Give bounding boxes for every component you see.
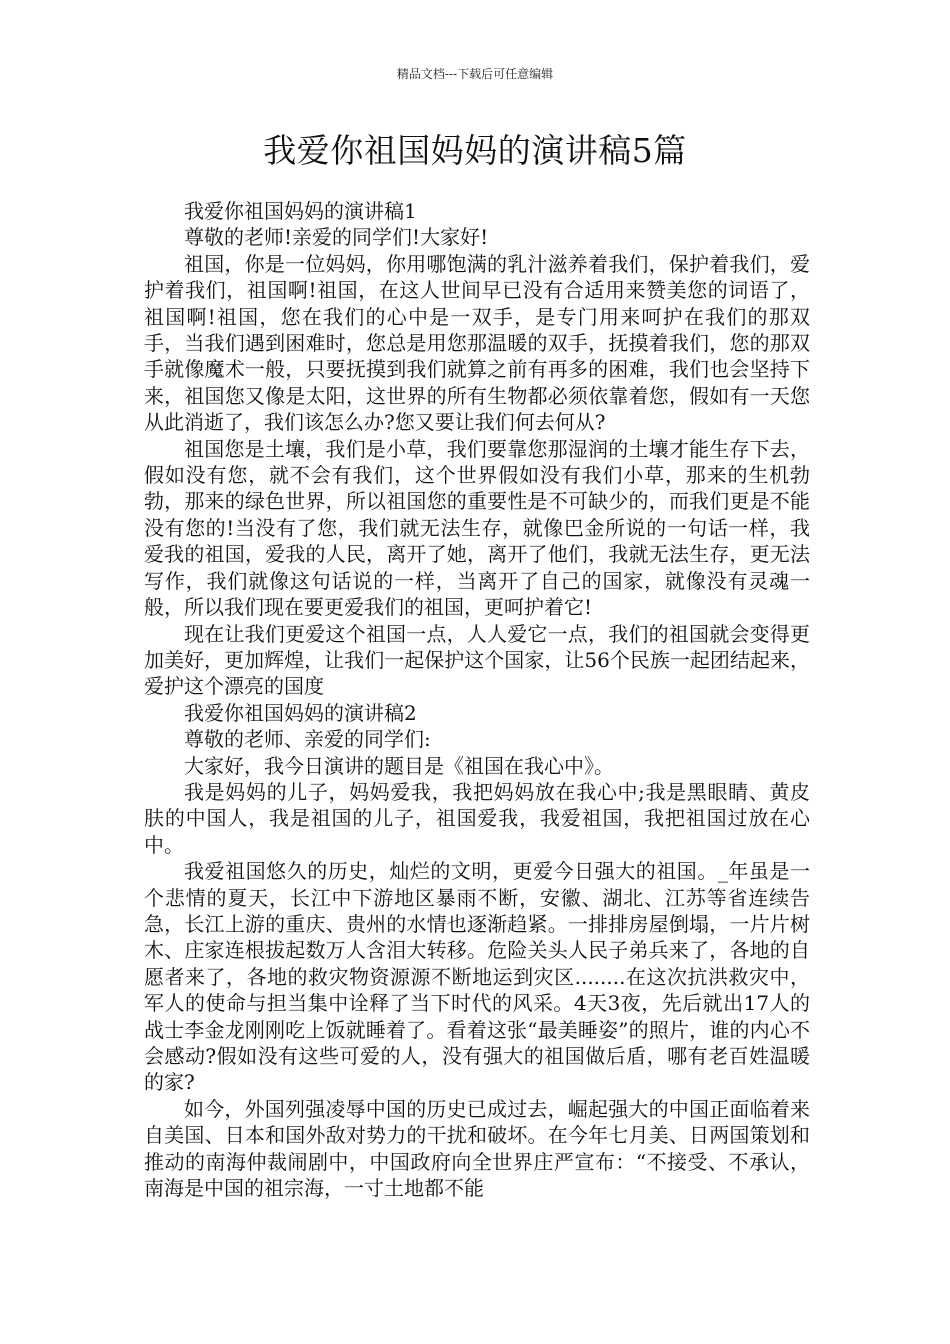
greeting-2: 尊敬的老师、亲爱的同学们:	[184, 727, 431, 752]
paragraph: 大家好，我今日演讲的题目是《祖国在我心中》。	[184, 753, 614, 778]
greeting-1: 尊敬的老师!亲爱的同学们!大家好!	[184, 225, 489, 250]
header-note: 精品文档---下载后可任意编辑	[396, 67, 554, 81]
paragraph: 如今，外国列强凌辱中国的历史已成过去，崛起强大的中国正面临着来自美国、日本和国外敌对势力的干扰和破坏。在今年七月美、日两国策划和推动的南海仲裁闹剧中，中国政府向全世界庄严宣布：“不接受、不承认，南海是中国的祖宗海，一寸土地都不能	[144, 1096, 810, 1201]
paragraph: 祖国，你是一位妈妈，你用哪饱满的乳汁滋养着我们，保护着我们，爱护着我们，祖国啊!祖国，在这人世间早已没有合适用来赞美您的词语了，祖国啊!祖国，您在我们的心中是一双手，是专门用来呵护在我们的那双手，当我们遇到困难时，您总是用您那温暖的双手，抚摸着我们，您的那双手就像魔术一般，只要抚摸到我们就算之前有再多的困难，我们也会坚持下来，祖国您又像是太阳，这世界的所有生物都必须依靠着您，假如有一天您从此消逝了，我们该怎么办?您又要让我们何去何从?	[144, 251, 810, 435]
paragraph: 我爱祖国悠久的历史，灿烂的文明，更爱今日强大的祖国。_年虽是一个悲情的夏天，长江中下游地区暴雨不断，安徽、湖北、江苏等省连续告急，长江上游的重庆、贵州的水情也逐渐趋紧。一排排房屋倒塌，一片片树木、庄家连根拔起数万人含泪大转移。危险关头人民子弟兵来了，各地的自愿者来了，各地的救灾物资源源不断地运到灾区........在这次抗洪救灾中，军人的使命与担当集中诠释了当下时代的风采。4天3夜，先后就出17人的战士李金龙刚刚吃上饭就睡着了。看着这张“最美睡姿”的照片，谁的内心不会感动?假如没有这些可爱的人，没有强大的祖国做后盾，哪有老百姓温暖的家?	[144, 859, 810, 1095]
paragraph: 我是妈妈的儿子，妈妈爱我，我把妈妈放在我心中;我是黑眼睛、黄皮肤的中国人，我是祖国的儿子，祖国爱我，我爱祖国，我把祖国过放在心中。	[144, 779, 810, 857]
paragraph: 祖国您是土壤，我们是小草，我们要靠您那湿润的土壤才能生存下去，假如没有您，就不会有我们，这个世界假如没有我们小草，那来的生机勃勃，那来的绿色世界，所以祖国您的重要性是不可缺少的，而我们更是不能没有您的!当没有了您，我们就无法生存，就像巴金所说的一句话一样，我爱我的祖国，爱我的人民，离开了她，离开了他们，我就无法生存，更无法写作，我们就像这句话说的一样，当离开了自己的国家，就像没有灵魂一般，所以我们现在要更爱我们的祖国，更呵护着它!	[144, 436, 810, 620]
paragraph: 现在让我们更爱这个祖国一点，人人爱它一点，我们的祖国就会变得更加美好，更加辉煌，让我们一起保护这个国家，让56个民族一起团结起来，爱护这个漂亮的国度	[144, 621, 810, 699]
document-title: 我爱你祖国妈妈的演讲稿5篇	[263, 131, 687, 170]
section-heading-1: 我爱你祖国妈妈的演讲稿1	[184, 199, 417, 223]
section-heading-2: 我爱你祖国妈妈的演讲稿2	[184, 700, 417, 725]
document-body	[144, 198, 810, 1201]
